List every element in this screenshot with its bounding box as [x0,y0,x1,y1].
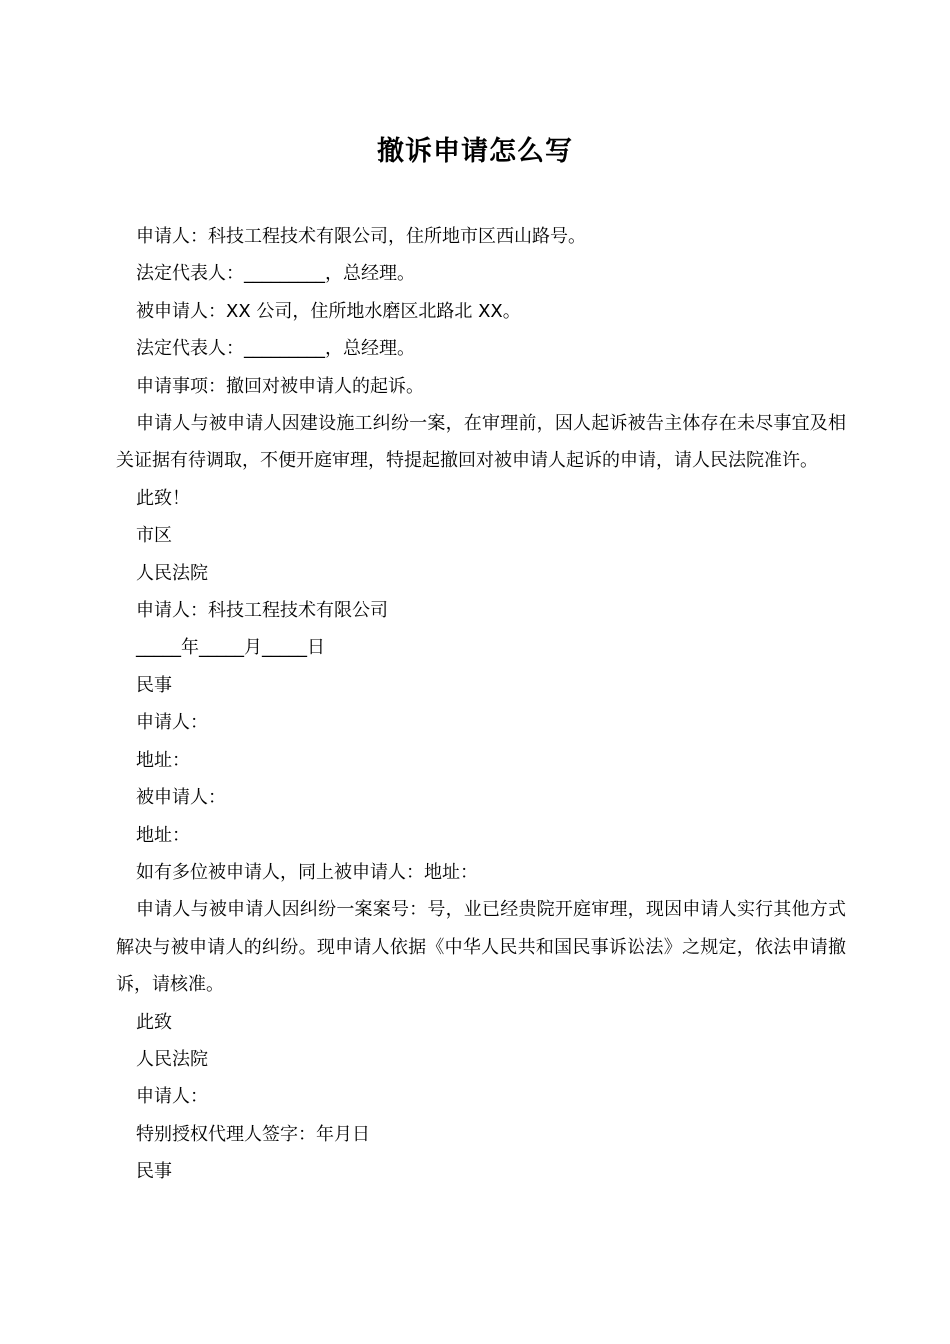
paragraph: 地址： [136,824,190,846]
paragraph: 申请人与被申请人因建设施工纠纷一案，在审理前，因人起诉被告主体存在未尽事宜及相关证据有待调取，不便开庭审理，特提起撤回对被申请人起诉的申请，请人民法院准许。 [116,413,846,472]
paragraph: _____年_____月_____日 [136,637,325,659]
paragraph: 特别授权代理人签字：年月日 [136,1123,370,1145]
paragraph: 申请人： [136,712,208,734]
paragraph: 人民法院 [136,1048,208,1070]
paragraph: 人民法院 [136,562,208,584]
document-title: 撤诉申请怎么写 [377,136,573,167]
paragraph: 如有多位被申请人，同上被申请人：地址： [136,861,478,883]
paragraph: 市区 [136,525,172,547]
paragraph: 申请人与被申请人因纠纷一案案号：号，业已经贵院开庭审理，现因申请人实行其他方式解决与被申请人的纠纷。现申请人依据《中华人民共和国民事诉讼法》之规定，依法申请撤诉，请核准。 [116,899,846,996]
paragraph: 地址： [136,749,190,771]
paragraph: 被申请人：XX 公司，住所地水磨区北路北 XX。 [136,300,521,322]
paragraph: 被申请人： [136,787,226,809]
paragraph: 此致！ [136,487,190,509]
document-body [116,218,846,1191]
paragraph: 申请人：科技工程技术有限公司，住所地市区西山路号。 [136,226,586,247]
paragraph: 法定代表人：_________，总经理。 [136,263,415,285]
paragraph: 法定代表人：_________，总经理。 [136,338,415,360]
paragraph: 申请人：科技工程技术有限公司 [136,600,388,622]
paragraph: 申请人： [136,1086,208,1108]
paragraph: 申请事项：撤回对被申请人的起诉。 [136,375,424,397]
paragraph: 此致 [136,1011,172,1033]
paragraph: 民事 [136,674,172,696]
paragraph: 民事 [136,1161,172,1183]
